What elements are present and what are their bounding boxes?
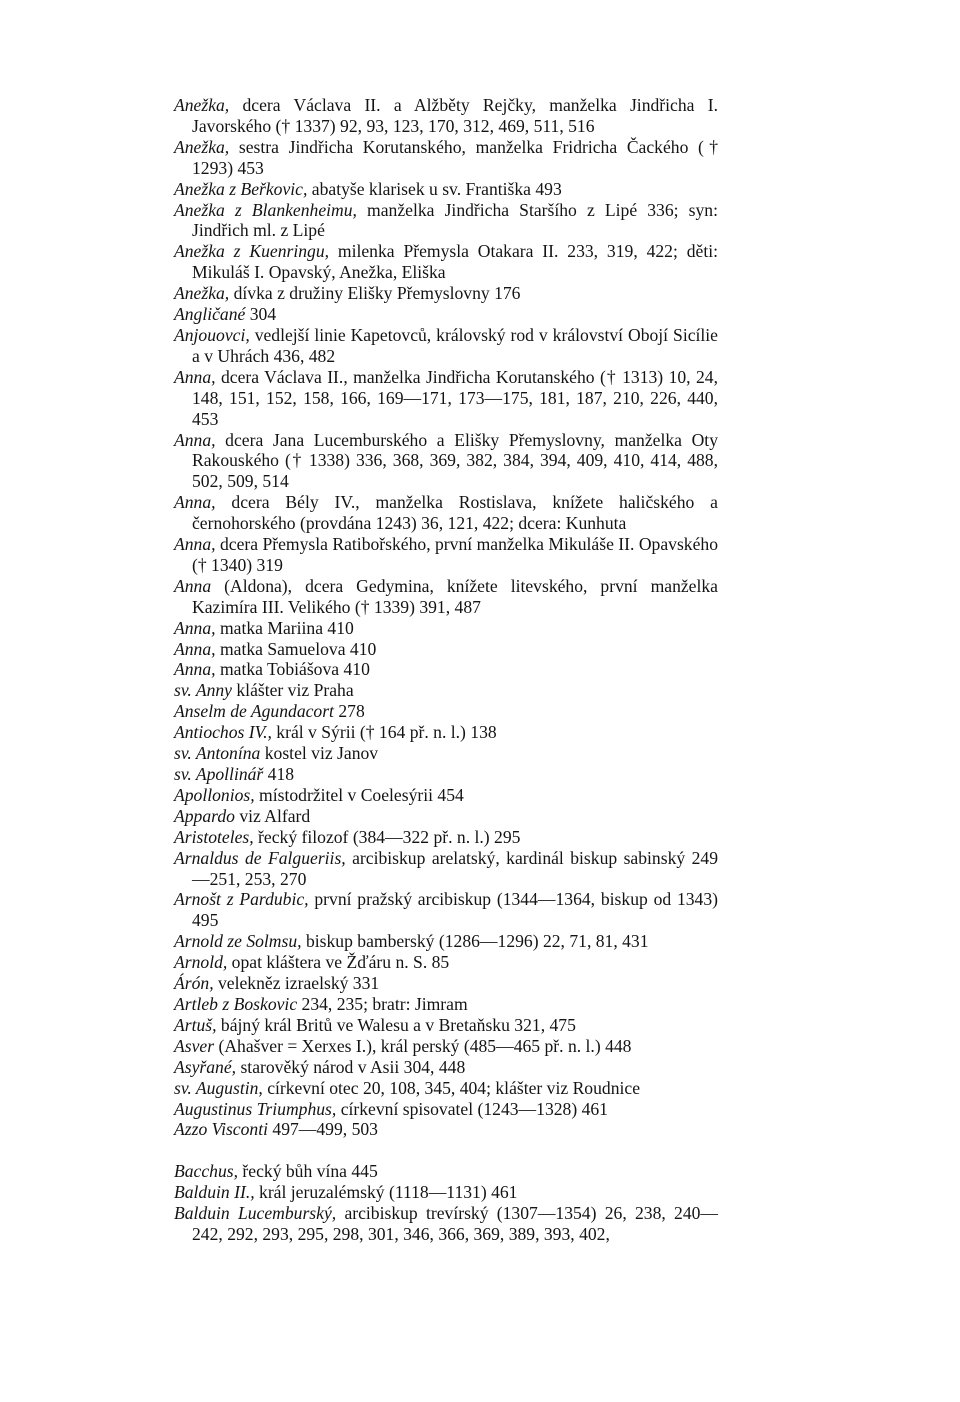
index-entry	[174, 618, 718, 639]
entry-headword: Balduin II.,	[174, 1182, 255, 1203]
entry-text: (Aldona), dcera Gedymina, knížete litevského, první manželka Kazimíra III. Velikého († 1339) 391, 487	[192, 575, 718, 617]
entry-headword: Anna,	[174, 617, 216, 638]
entry-headword: Arnaldus de Falgueriis,	[174, 847, 346, 868]
entry-headword: Anežka,	[174, 283, 230, 304]
entry-headword: Anežka z Kuenringu,	[174, 241, 330, 262]
entry-text: vedlejší linie Kapetovců, královský rod v království Obojí Sicílie a v Uhrách 436, 482	[192, 324, 718, 366]
index-entry	[174, 1078, 718, 1099]
entry-text: 418	[263, 764, 295, 784]
index-entry	[174, 806, 718, 827]
index-entry	[174, 639, 718, 660]
entry-text: dívka z družiny Elišky Přemyslovny 176	[229, 283, 521, 304]
index-entry	[174, 304, 718, 325]
entry-headword: Anna,	[174, 638, 216, 659]
index-entry	[174, 680, 718, 701]
entry-headword: Anna,	[174, 429, 216, 450]
index-entry	[174, 534, 718, 576]
index-entry	[174, 200, 718, 242]
entry-headword: Anjouovci,	[174, 324, 250, 345]
entry-headword: Aristoteles,	[174, 826, 254, 847]
entry-headword: Anna,	[174, 492, 216, 513]
entry-headword: Anežka z Beřkovic,	[174, 178, 308, 199]
entry-headword: sv. Anny	[174, 680, 232, 701]
index-entry	[174, 1015, 718, 1036]
entry-headword: Artleb z Boskovic	[174, 993, 298, 1014]
index-entry	[174, 179, 718, 200]
index-entry	[174, 241, 718, 283]
entry-headword: Antiochos IV.,	[174, 722, 272, 743]
index-entry	[174, 1099, 718, 1120]
entry-text: milenka Přemysla Otakara II. 233, 319, 422; děti: Mikuláš I. Opavský, Anežka, Eliška	[192, 241, 718, 283]
entry-text: starověký národ v Asii 304, 448	[236, 1056, 466, 1077]
entry-headword: Asyřané,	[174, 1056, 237, 1077]
index-entry	[174, 764, 718, 785]
index-section-a	[174, 95, 718, 1140]
index-entry	[174, 325, 718, 367]
entry-text: klášter viz Praha	[231, 680, 354, 701]
entry-headword: Anna,	[174, 659, 216, 680]
index-entry	[174, 1119, 718, 1140]
entry-text: dcera Václava II., manželka Jindřicha Korutanského († 1313) 10, 24, 148, 151, 152, 158, 166, 169—171, 173—175, 181, 187, 210, 226, 440, 453	[192, 366, 718, 429]
entry-text: církevní otec 20, 108, 345, 404; klášter viz Roudnice	[262, 1077, 640, 1098]
entry-text: řecký bůh vína 445	[238, 1161, 378, 1182]
entry-headword: Asver	[174, 1035, 215, 1056]
entry-headword: Angličané	[174, 304, 246, 325]
entry-text: arcibiskup trevírský (1307—1354) 26, 238, 240—242, 292, 293, 295, 298, 301, 346, 366, 369, 389, 393, 402,	[192, 1203, 719, 1245]
index-entry	[174, 931, 718, 952]
index-entry	[174, 848, 718, 890]
entry-text: 234, 235; bratr: Jimram	[297, 993, 468, 1014]
index-entry	[174, 137, 718, 179]
index-entry	[174, 1182, 718, 1203]
entry-headword: Arnošt z Pardubic,	[174, 889, 309, 910]
entry-text: matka Mariina 410	[215, 617, 354, 638]
entry-text: dcera Václava II. a Alžběty Rejčky, manželka Jindřicha I. Javorského († 1337) 92, 93, 123, 170, 312, 469, 511, 516	[192, 95, 718, 136]
entry-headword: Augustinus Triumphus,	[174, 1098, 337, 1119]
entry-headword: Appardo	[174, 805, 235, 826]
index-entry	[174, 492, 718, 534]
entry-headword: Azzo Visconti	[174, 1119, 268, 1140]
entry-text: matka Tobiášova 410	[215, 659, 370, 680]
entry-headword: Anežka,	[174, 136, 230, 157]
entry-text: opat kláštera ve Žďáru n. S. 85	[227, 952, 450, 973]
index-page	[174, 95, 718, 1245]
index-entry	[174, 952, 718, 973]
section-gap	[174, 1140, 718, 1161]
entry-headword: Anna,	[174, 534, 216, 555]
index-entry	[174, 722, 718, 743]
entry-text: řecký filozof (384—322 př. n. l.) 295	[253, 826, 521, 847]
entry-text: král v Sýrii († 164 př. n. l.) 138	[271, 722, 497, 743]
entry-headword: Anežka z Blankenheimu,	[174, 199, 357, 220]
index-entry	[174, 785, 718, 806]
entry-headword: sv. Augustin,	[174, 1077, 263, 1098]
entry-headword: Anna	[174, 575, 212, 596]
entry-text: sestra Jindřicha Korutanského, manželka Fridricha Čackého († 1293) 453	[192, 136, 718, 178]
entry-text: matka Samuelova 410	[215, 638, 377, 659]
index-entry	[174, 1057, 718, 1078]
index-entry	[174, 994, 718, 1015]
index-entry	[174, 95, 718, 137]
entry-headword: Anna,	[174, 366, 216, 387]
entry-text: 278	[333, 701, 365, 722]
entry-text: 497—499, 503	[268, 1119, 378, 1140]
entry-text: arcibiskup arelatský, kardinál biskup sabinský 249—251, 253, 270	[192, 847, 718, 889]
index-entry	[174, 576, 718, 618]
entry-text: manželka Jindřicha Staršího z Lipé 336; syn: Jindřich ml. z Lipé	[192, 199, 718, 241]
entry-headword: Arnold ze Solmsu,	[174, 931, 302, 952]
entry-text: církevní spisovatel (1243—1328) 461	[336, 1098, 608, 1119]
index-section-b	[174, 1161, 718, 1245]
entry-text: abatyše klarisek u sv. Františka 493	[307, 178, 562, 199]
index-entry	[174, 1203, 718, 1245]
entry-text: bájný král Britů ve Walesu a v Bretaňsku 321, 475	[216, 1014, 576, 1035]
index-entry	[174, 283, 718, 304]
index-entry	[174, 1161, 718, 1182]
entry-text: dcera Bély IV., manželka Rostislava, knížete haličského a černohorského (provdána 1243) 36, 121, 422; dcera: Kunhuta	[192, 492, 718, 534]
entry-text: 304	[245, 304, 277, 325]
entry-headword: sv. Antonína	[174, 743, 261, 764]
entry-text: viz Alfard	[234, 805, 311, 826]
entry-text: (Ahašver = Xerxes I.), král perský (485—465 př. n. l.) 448	[214, 1035, 632, 1056]
entry-text: král jeruzalémský (1118—1131) 461	[254, 1182, 518, 1203]
index-entry	[174, 827, 718, 848]
entry-text: kostel viz Janov	[260, 743, 379, 764]
index-entry	[174, 973, 718, 994]
index-entry	[174, 367, 718, 430]
index-entry	[174, 1036, 718, 1057]
entry-headword: Arnold,	[174, 952, 228, 973]
entry-headword: Bacchus,	[174, 1161, 239, 1182]
index-entry	[174, 430, 718, 493]
entry-headword: Anežka,	[174, 95, 230, 115]
entry-text: dcera Jana Lucemburského a Elišky Přemyslovny, manželka Oty Rakouského († 1338) 336, 368, 369, 382, 384, 394, 409, 410, 414, 488, 502, 509, 514	[192, 429, 718, 492]
entry-text: dcera Přemysla Ratibořského, první manželka Mikuláše II. Opavského († 1340) 319	[192, 534, 718, 575]
index-entry	[174, 659, 718, 680]
entry-headword: Anselm de Agundacort	[174, 701, 334, 722]
entry-headword: Balduin Lucemburský,	[174, 1203, 337, 1224]
index-entry	[174, 889, 718, 931]
entry-headword: Artuš,	[174, 1014, 217, 1035]
index-entry	[174, 743, 718, 764]
entry-headword: sv. Apollinář	[174, 764, 264, 784]
entry-text: místodržitel v Coelesýrii 454	[254, 784, 464, 805]
index-entry	[174, 701, 718, 722]
entry-text: biskup bamberský (1286—1296) 22, 71, 81, 431	[301, 931, 649, 952]
entry-headword: Árón,	[174, 973, 214, 994]
entry-headword: Apollonios,	[174, 784, 255, 805]
entry-text: první pražský arcibiskup (1344—1364, biskup od 1343) 495	[192, 889, 719, 931]
entry-text: velekněz izraelský 331	[213, 973, 380, 994]
